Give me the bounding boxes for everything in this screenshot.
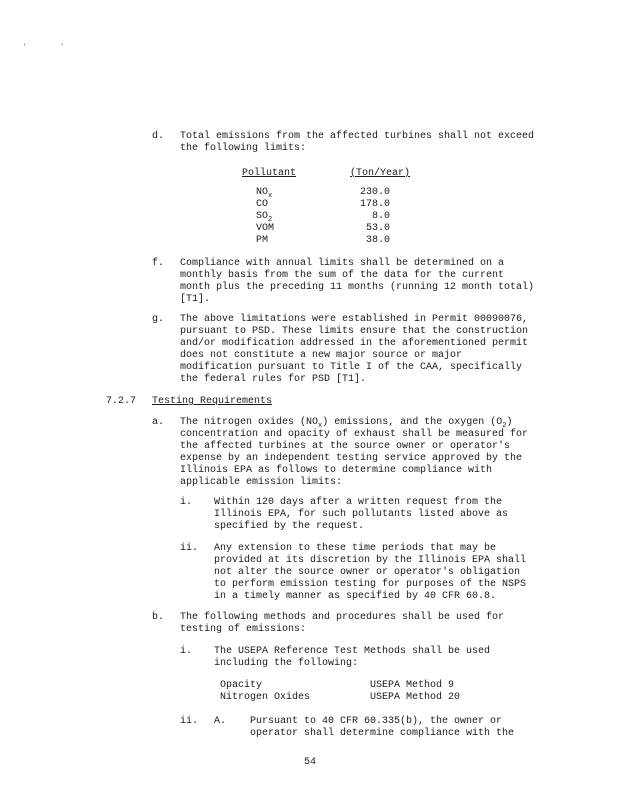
item-b-line: The following methods and procedures shall be used for [180,612,505,623]
table-row: $SO_2$ [256,211,273,224]
item-g-line: does not constitute a new major source or major [180,350,463,361]
item-b-line: testing of emissions: [180,624,307,635]
item-a-ii-line: to perform emission testing for purposes of the NSPS [214,579,527,590]
item-b-i-line: including the following: [214,658,359,669]
item-b-i-label: i. [180,646,193,657]
table-cell-value: 230.0 [359,187,390,198]
table-row: PM [256,235,269,246]
item-g-line: The above limitations were established in Permit 00090076, [180,314,529,325]
item-a-i-line: specified by the request. [214,521,365,532]
table-cell-value: 8.0 [371,211,390,222]
table-header-units: (Ton/Year) [350,168,411,179]
item-a-i-line: Within 120 days after a written request from the [214,497,503,508]
item-a-line: concentration and opacity of exhaust shall be measured for [180,429,529,440]
item-f-line: monthly basis from the sum of the data for the current [180,270,505,281]
item-a-ii-label: ii. [180,543,199,554]
item-b-ii-label: ii. [180,716,199,727]
item-f-label: f. [152,258,165,269]
item-d-line: Total emissions from the affected turbines shall not exceed [180,131,535,142]
item-g-line: modification pursuant to Title I of the CAA, specifically [180,362,523,373]
item-d-label: d. [152,131,165,142]
table-cell-value: 178.0 [359,199,390,210]
item-b-ii-sublabel: A. [214,716,227,727]
item-f-line: Compliance with annual limits shall be determined on a [180,258,505,269]
table-cell-value: 53.0 [365,223,390,234]
item-g-line: the federal rules for PSD [T1]. [180,374,367,385]
table-row: CO [256,199,269,210]
item-a-i-line: Illinois EPA, for such pollutants listed above as [214,509,509,520]
table-row: $NO_x$ [256,187,273,200]
table-cell-value: 38.0 [365,235,390,246]
table-header-pollutant: Pollutant [242,168,297,179]
item-a-ii-line: in a timely manner as specified by 40 CFR 60.8. [214,591,497,602]
item-a-line: expense by an independent testing service approved by the [180,453,523,464]
corner-marks: . . [22,39,79,48]
item-g-line: and/or modification addressed in the aforementioned permit [180,338,529,349]
methods-table-parameter: Opacity [220,680,263,691]
item-a-label: a. [152,417,165,428]
item-a-ii-line: provided at its discretion by the Illinois EPA shall [214,555,527,566]
item-a-line: Illinois EPA as follows to determine compliance with [180,465,493,476]
item-a-i-label: i. [180,497,193,508]
item-f-line: [T1]. [180,294,211,305]
methods-table-parameter: Nitrogen Oxides [220,692,311,703]
section-number: 7.2.7 [106,396,137,407]
item-b-label: b. [152,612,165,623]
methods-table-method: USEPA Method 9 [370,680,455,691]
table-row: VOM [256,223,275,234]
item-b-ii-line: Pursuant to 40 CFR 60.335(b), the owner or [250,716,503,727]
item-g-line: pursuant to PSD. These limits ensure that the construction [180,326,529,337]
section-title: Testing Requirements [152,396,273,407]
item-b-i-line: The USEPA Reference Test Methods shall be used [214,646,491,657]
item-f-line: month plus the preceding 11 months (running 12 month total) [180,282,535,293]
item-a-line: applicable emission limits: [180,477,343,488]
item-a-ii-line: Any extension to these time periods that may be [214,543,497,554]
item-a-line: The nitrogen oxides $(NO_x)$ emissions, and the oxygen $(O_2)$ [180,417,513,430]
methods-table-method: USEPA Method 20 [370,692,461,703]
item-d-line: the following limits: [180,143,307,154]
page-number: 54 [303,757,316,768]
item-a-line: the affected turbines at the source owner or operator's [180,441,511,452]
item-g-label: g. [152,314,165,325]
item-b-ii-line: operator shall determine compliance with the [250,728,515,739]
item-a-ii-line: not alter the source owner or operator's obligation [214,567,521,578]
